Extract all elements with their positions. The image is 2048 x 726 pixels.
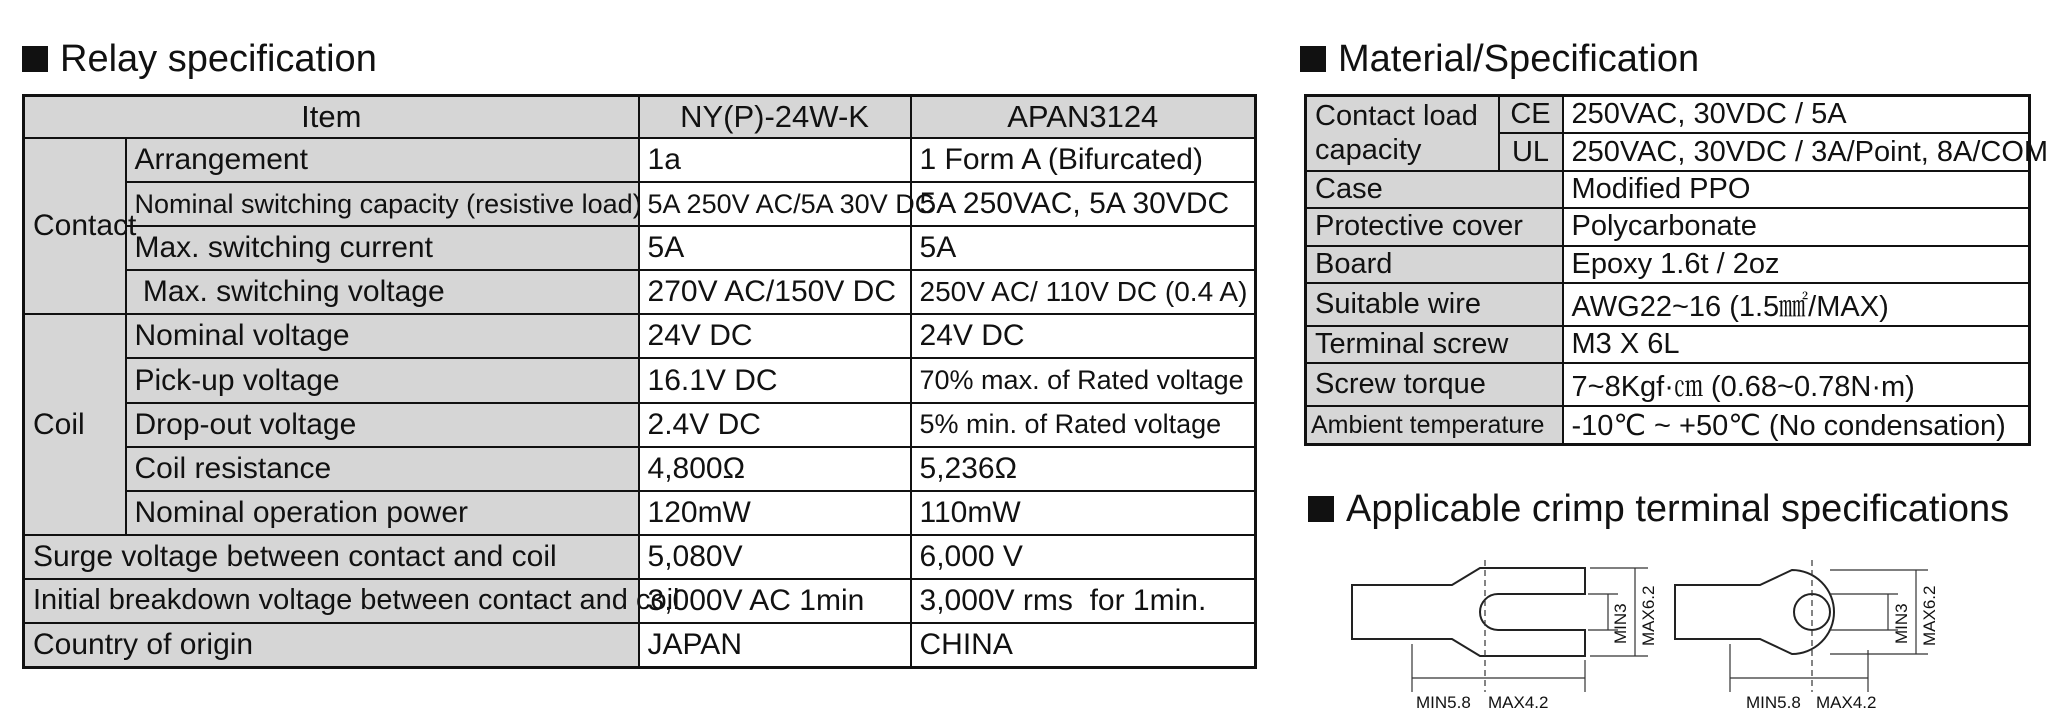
row-value-a: 5A 250V AC/5A 30V DC <box>639 182 911 226</box>
mat-label: Protective cover <box>1306 208 1563 245</box>
mat-label: Case <box>1306 171 1563 208</box>
row-item: Max. switching current <box>126 226 639 270</box>
row-value-b: 6,000 V <box>911 535 1256 579</box>
material-title: Material/Specification <box>1338 38 1700 80</box>
row-value-a: 270V AC/150V DC <box>639 270 911 314</box>
header-apan: APAN3124 <box>911 96 1256 139</box>
row-item: Nominal voltage <box>126 314 639 358</box>
table-row <box>24 182 1256 226</box>
crimp-section-title <box>1308 486 2009 532</box>
crimp-terminal-diagram <box>1330 560 2030 726</box>
row-item: Max. switching voltage <box>126 270 639 314</box>
ce-value: 250VAC, 30VDC / 5A <box>1563 96 2030 134</box>
row-value-b: 5% min. of Rated voltage <box>911 403 1256 447</box>
ring-min-height-label: MIN3 <box>1892 603 1911 644</box>
row-value-b: 3,000V rms for 1min. <box>911 579 1256 623</box>
header-item: Item <box>24 96 639 139</box>
ul-value: 250VAC, 30VDC / 3A/Point, 8A/COM <box>1563 133 2030 170</box>
table-row <box>1306 208 2030 245</box>
table-row <box>24 491 1256 535</box>
row-item: Initial breakdown voltage between contact and coil <box>24 579 639 623</box>
group-contact: Contact <box>24 138 126 314</box>
row-value-b: 250V AC/ 110V DC (0.4 A) <box>911 270 1256 314</box>
table-row <box>1306 363 2030 406</box>
mat-label: Ambient temperature <box>1306 406 1563 444</box>
fork-terminal-drawing <box>1352 568 1585 656</box>
table-row <box>1306 96 2030 134</box>
row-item: Coil resistance <box>126 447 639 491</box>
row-value-b: 70% max. of Rated voltage <box>911 358 1256 402</box>
row-item: Nominal switching capacity (resistive load) <box>126 182 639 226</box>
row-value-a: JAPAN <box>639 623 911 668</box>
table-row <box>24 138 1256 182</box>
material-section-title <box>1300 36 1699 82</box>
row-value-b: 5A <box>911 226 1256 270</box>
table-row <box>24 270 1256 314</box>
table-row <box>24 358 1256 402</box>
mat-value: AWG22~16 (1.5㎟/MAX) <box>1563 283 2030 326</box>
table-row <box>24 579 1256 623</box>
row-value-a: 5A <box>639 226 911 270</box>
material-spec-table <box>1304 94 2048 446</box>
table-row <box>24 447 1256 491</box>
row-value-a: 24V DC <box>639 314 911 358</box>
row-item: Pick-up voltage <box>126 358 639 402</box>
row-value-a: 3,000V AC 1min <box>639 579 911 623</box>
table-row <box>1306 406 2030 444</box>
fork-min-width-label: MIN5.8 <box>1416 693 1471 712</box>
ring-max-width-label: MAX4.2 <box>1816 693 1877 712</box>
relay-title: Relay specification <box>60 38 377 80</box>
fork-min-height-label: MIN3 <box>1611 603 1630 644</box>
row-value-a: 1a <box>639 138 911 182</box>
row-value-b: CHINA <box>911 623 1256 668</box>
row-item: Nominal operation power <box>126 491 639 535</box>
mat-value: Polycarbonate <box>1563 208 2030 245</box>
row-value-b: 5,236Ω <box>911 447 1256 491</box>
row-value-a: 120mW <box>639 491 911 535</box>
relay-header-row <box>24 96 1256 139</box>
row-item: Drop-out voltage <box>126 403 639 447</box>
row-value-a: 16.1V DC <box>639 358 911 402</box>
table-row <box>24 226 1256 270</box>
mat-value: Modified PPO <box>1563 171 2030 208</box>
mat-label: Suitable wire <box>1306 283 1563 326</box>
mat-value: 7~8Kgf·㎝ (0.68~0.78N·m) <box>1563 363 2030 406</box>
row-item: Country of origin <box>24 623 639 668</box>
table-row <box>1306 171 2030 208</box>
row-item: Arrangement <box>126 138 639 182</box>
ce-label: CE <box>1499 96 1563 134</box>
header-ny: NY(P)-24W-K <box>639 96 911 139</box>
fork-max-width-label: MAX4.2 <box>1488 693 1549 712</box>
square-bullet-icon <box>22 46 48 72</box>
row-value-b: 5A 250VAC, 5A 30VDC <box>911 182 1256 226</box>
mat-value: M3 X 6L <box>1563 326 2030 363</box>
mat-value: Epoxy 1.6t / 2oz <box>1563 246 2030 283</box>
relay-section-title <box>22 36 377 82</box>
mat-label: Terminal screw <box>1306 326 1563 363</box>
square-bullet-icon <box>1300 46 1326 72</box>
square-bullet-icon <box>1308 496 1334 522</box>
mat-label: Board <box>1306 246 1563 283</box>
mat-value: -10℃ ~ +50℃ (No condensation) <box>1563 406 2030 444</box>
row-value-a: 5,080V <box>639 535 911 579</box>
group-coil: Coil <box>24 314 126 534</box>
crimp-title: Applicable crimp terminal specifications <box>1346 488 2010 530</box>
row-value-b: 110mW <box>911 491 1256 535</box>
row-value-b: 24V DC <box>911 314 1256 358</box>
row-value-a: 2.4V DC <box>639 403 911 447</box>
ul-label: UL <box>1499 133 1563 170</box>
table-row <box>1306 326 2030 363</box>
ring-min-width-label: MIN5.8 <box>1746 693 1801 712</box>
table-row <box>24 535 1256 579</box>
row-value-b: 1 Form A (Bifurcated) <box>911 138 1256 182</box>
table-row <box>1306 283 2030 326</box>
contact-load-label: Contact load capacity <box>1306 96 1499 171</box>
row-value-a: 4,800Ω <box>639 447 911 491</box>
table-row <box>24 623 1256 668</box>
table-row <box>24 403 1256 447</box>
table-row <box>24 314 1256 358</box>
mat-label: Screw torque <box>1306 363 1563 406</box>
table-row <box>1306 246 2030 283</box>
fork-max-height-label: MAX6.2 <box>1639 585 1658 646</box>
ring-max-height-label: MAX6.2 <box>1920 585 1939 646</box>
relay-spec-table <box>22 94 1257 669</box>
row-item: Surge voltage between contact and coil <box>24 535 639 579</box>
ring-terminal-drawing <box>1675 570 1834 654</box>
